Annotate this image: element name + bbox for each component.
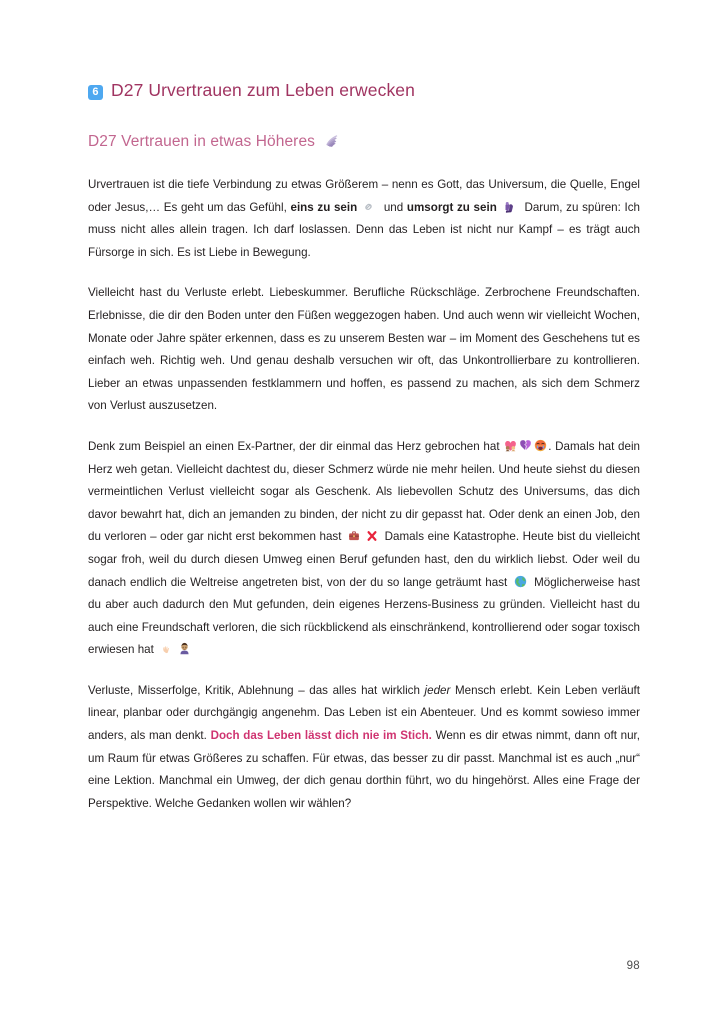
p3-run-1: Denk zum Beispiel an einen Ex-Partner, der dir einmal das Herz gebrochen hat (88, 439, 504, 453)
paragraph-3 (88, 436, 640, 662)
p1-run-3: Darum, zu spüren: Ich muss nicht alles allein tragen. Ich darf loslassen. Denn das Leben ist nicht nur Kampf – es trägt auch Fürsorge in sich. Es ist Liebe in Bewegung. (88, 200, 640, 259)
broken-heart-icon (519, 439, 532, 452)
p4-accent-highlight: Doch das Leben lässt dich nie im Stich. (210, 729, 432, 743)
chapter-heading (88, 80, 640, 102)
page-number: 98 (626, 960, 640, 972)
section-heading (88, 132, 640, 152)
p1-run-1: Urvertrauen ist die tiefe Verbindung zu etwas Größerem – nenn es Gott, das Universum, die Quelle, Engel oder Jesus,… Es geht um das Gefühl, (88, 178, 640, 214)
p4-run-3: Wenn es dir etwas nimmt, dann oft nur, um Raum für etwas Größeres zu schaffen. Für etwas, das besser zu dir passt. Manchmal ist es auch „nur“ eine Lektion. Manchmal ein Umweg, der dich genau dorthin führt, wo du hingehörst. Alles eine Frage der Perspektive. Welche Gedanken wollen wir wählen? (88, 729, 640, 810)
p1-bold-eins-zu-sein: eins zu sein (290, 200, 358, 214)
paragraph-2 (88, 282, 640, 418)
p1-bold-umsorgt-zu-sein: umsorgt zu sein (406, 200, 497, 214)
waving-hand-icon (160, 643, 172, 655)
globe-icon (514, 575, 527, 588)
wing-icon (323, 132, 340, 149)
people-hugging-icon (502, 200, 516, 214)
loudly-crying-face-icon (534, 439, 547, 452)
paragraph-4 (88, 680, 640, 816)
p4-run-1: Verluste, Misserfolge, Kritik, Ablehnung – das alles hat wirklich (88, 683, 425, 697)
person-pouting-icon (178, 642, 191, 655)
section-heading-text: D27 Vertrauen in etwas Höheres (88, 132, 316, 150)
p1-run-2: und (380, 200, 407, 214)
couple-with-heart-icon (504, 439, 517, 452)
p4-run-2: Mensch erlebt. Kein Leben verläuft linear, planbar oder durchgängig angenehm. Das Leben ist ein Abenteuer. Und es kommt sowieso immer anders, als man denkt. (88, 683, 640, 743)
p4-italic-jeder: jeder (424, 683, 451, 697)
cross-mark-icon (366, 530, 378, 542)
keycap-digit-six-icon: 6 (88, 85, 103, 100)
briefcase-icon (348, 530, 360, 542)
p2-text: Vielleicht hast du Verluste erlebt. Liebeskummer. Berufliche Rückschläge. Zerbrochene Freundschaften. Erlebnisse, die dir den Boden unter den Füßen weggezogen haben. Und auch wenn wir vielleicht Wochen, Monate oder Jahre später erkennen, dass es zu unserem Besten war – im Moment des Geschehens tut es einfach weh. Richtig weh. Und genau deshalb versuchen wir oft, das Unkontrollierbare zu kontrollieren. Lieber an etwas unpassenden festklammern und hoffen, es passend zu machen, als sich dem Schmerz von Verlust auszusetzen. (88, 286, 640, 413)
p3-run-3: Damals eine Katastrophe. Heute bist du vielleicht sogar froh, weil du durch diesen Umweg einen Beruf gefunden hast, den du wirklich liebst. Oder weil du danach endlich die Weltreise angetreten bist, von der du so lange geträumt hast (88, 530, 641, 589)
chapter-heading-text: D27 Urvertrauen zum Leben erwecken (111, 80, 415, 100)
paragraph-1 (88, 174, 640, 264)
p3-run-2: . Damals hat dein Herz weh getan. Vielleicht dachtest du, dieser Schmerz würde nie mehr heilen. Und heute siehst du diesen vermeintlichen Verlust vielleicht sogar als Geschenk. Als liebevollen Schutz des Universums, das dich davor bewahrt hat, dich an jemanden zu binden, der nicht zu dir gepasst hat. Oder denk an einen Job, den du verloren – oder gar nicht erst bekommen hast (88, 439, 641, 544)
p3-run-4: Möglicherweise hast du aber auch dadurch den Mut gefunden, dein eigenes Herzens-Business zu gründen. Vielleicht hast du auch eine Freundschaft verloren, die sich rückblickend als einschränkend, kontrollierend oder sogar toxisch erwiesen hat (88, 575, 640, 657)
page-content (88, 80, 640, 815)
link-icon (362, 200, 375, 213)
